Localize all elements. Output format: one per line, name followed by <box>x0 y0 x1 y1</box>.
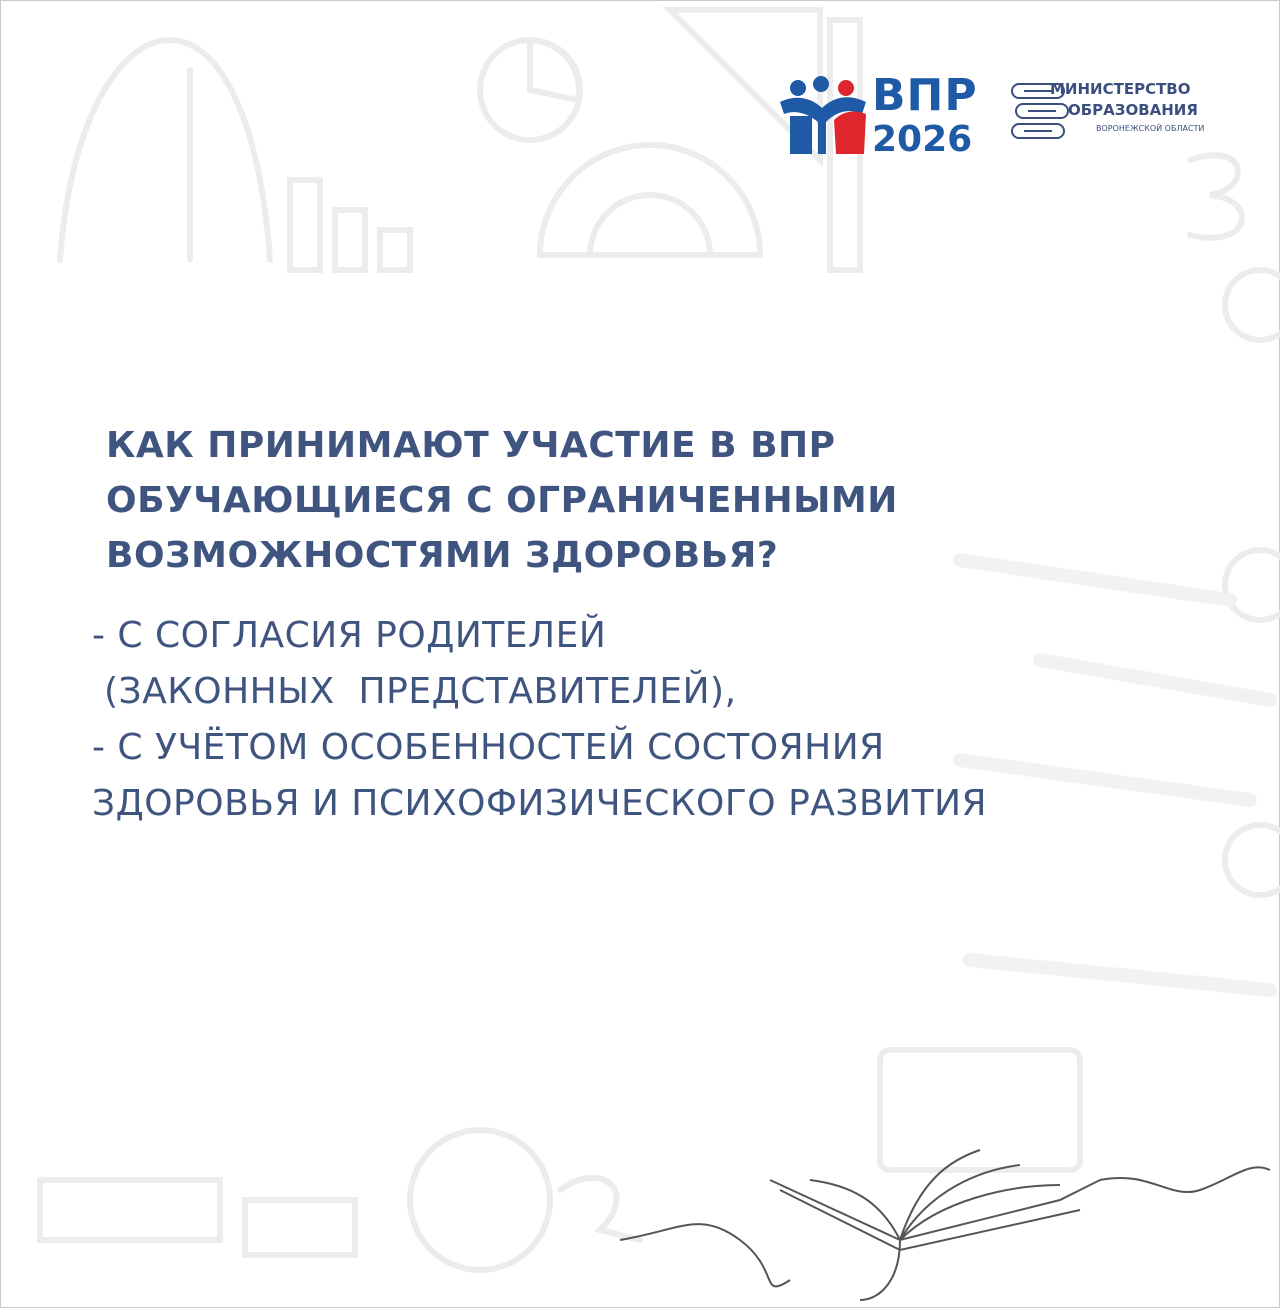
vpr-title: ВПР <box>872 70 978 121</box>
flask-doodle <box>60 40 270 260</box>
answer-line: ЗДОРОВЬЯ И ПСИХОФИЗИЧЕСКОГО РАЗВИТИЯ <box>92 783 988 824</box>
answer-line: - С СОГЛАСИЯ РОДИТЕЛЕЙ <box>92 615 607 656</box>
ministry-logo <box>1010 80 1220 142</box>
answer-line: (ЗАКОННЫХ ПРЕДСТАВИТЕЛЕЙ), <box>92 671 737 712</box>
ministry-line-1: МИНИСТЕРСТВО <box>1050 80 1191 98</box>
question-heading <box>106 418 1106 583</box>
answer-line: - С УЧЁТОМ ОСОБЕННОСТЕЙ СОСТОЯНИЯ <box>92 727 885 768</box>
answer-text <box>92 608 1242 832</box>
question-line: ВОЗМОЖНОСТЯМИ ЗДОРОВЬЯ? <box>106 535 779 576</box>
ministry-line-3: ВОРОНЕЖСКОЙ ОБЛАСТИ <box>1096 124 1205 133</box>
vpr-year: 2026 <box>872 119 973 160</box>
question-line: КАК ПРИНИМАЮТ УЧАСТИЕ В ВПР <box>106 425 836 466</box>
vpr-wordmark <box>872 70 978 160</box>
question-line: ОБУЧАЮЩИЕСЯ С ОГРАНИЧЕННЫМИ <box>106 480 898 521</box>
ministry-line-2: ОБРАЗОВАНИЯ <box>1068 101 1198 119</box>
